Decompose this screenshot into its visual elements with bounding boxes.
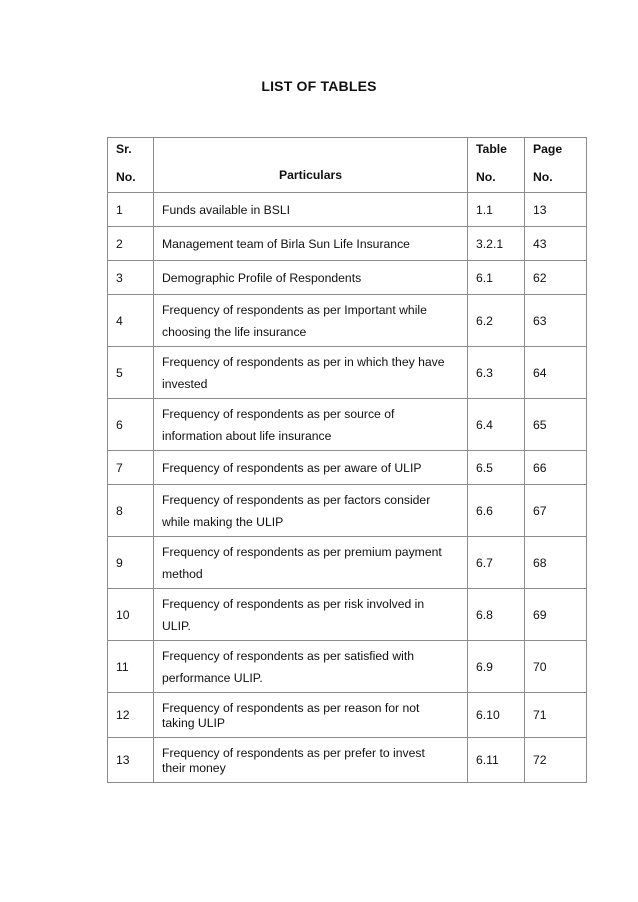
sr-cell: 2 [108, 227, 154, 261]
table-row [108, 537, 587, 589]
particulars-cell: Demographic Profile of Respondents [154, 261, 468, 295]
page-no-cell: 69 [525, 589, 587, 641]
table-row [108, 485, 587, 537]
table-no-cell: 6.10 [468, 693, 525, 738]
particulars-line2: performance ULIP. [162, 670, 263, 685]
sr-cell: 7 [108, 451, 154, 485]
particulars-cell [154, 641, 468, 693]
table-no-cell: 1.1 [468, 193, 525, 227]
sr-cell: 13 [108, 738, 154, 783]
particulars-cell: Funds available in BSLI [154, 193, 468, 227]
particulars-cell [154, 537, 468, 589]
sr-header-line1: Sr. [116, 142, 132, 156]
particulars-line1: Frequency of respondents as per risk involved in [162, 596, 425, 611]
particulars-line1: Frequency of respondents as per reason for not [162, 700, 420, 715]
sr-cell: 9 [108, 537, 154, 589]
page-no-header [525, 138, 587, 193]
particulars-cell: Management team of Birla Sun Life Insurance [154, 227, 468, 261]
particulars-text [162, 745, 467, 776]
table-row [108, 738, 587, 783]
particulars-line2: information about life insurance [162, 428, 332, 443]
particulars-cell [154, 589, 468, 641]
table-no-cell: 6.4 [468, 399, 525, 451]
table-row [108, 261, 587, 295]
particulars-cell [154, 693, 468, 738]
sr-header-line2: No. [116, 170, 136, 184]
sr-cell: 11 [108, 641, 154, 693]
page-no-cell: 65 [525, 399, 587, 451]
page-no-cell: 13 [525, 193, 587, 227]
table-no-cell: 3.2.1 [468, 227, 525, 261]
particulars-line1: Frequency of respondents as per in which they have [162, 354, 445, 369]
particulars-text [162, 700, 467, 731]
table-no-cell: 6.3 [468, 347, 525, 399]
particulars-line2: method [162, 566, 203, 581]
particulars-line1: Frequency of respondents as per satisfied with [162, 648, 415, 663]
table-row [108, 451, 587, 485]
sr-no-header [108, 138, 154, 193]
page-no-cell: 43 [525, 227, 587, 261]
particulars-cell [154, 738, 468, 783]
particulars-cell [154, 295, 468, 347]
table-no-cell: 6.9 [468, 641, 525, 693]
table-row [108, 295, 587, 347]
list-of-tables [107, 137, 587, 783]
particulars-cell [154, 347, 468, 399]
page-header-line2: No. [533, 170, 553, 184]
page-no-cell: 67 [525, 485, 587, 537]
page-no-cell: 64 [525, 347, 587, 399]
sr-cell: 10 [108, 589, 154, 641]
particulars-header: Particulars [154, 138, 468, 193]
page-header-line1: Page [533, 142, 563, 156]
particulars-line2: choosing the life insurance [162, 324, 307, 339]
table-row [108, 193, 587, 227]
particulars-line2: their money [162, 760, 226, 775]
header-row [108, 138, 587, 193]
table-no-cell: 6.7 [468, 537, 525, 589]
particulars-line1: Frequency of respondents as per Important while [162, 302, 427, 317]
page-no-cell: 62 [525, 261, 587, 295]
sr-cell: 6 [108, 399, 154, 451]
sr-cell: 8 [108, 485, 154, 537]
table-row [108, 693, 587, 738]
particulars-line2: taking ULIP [162, 715, 226, 730]
table-no-cell: 6.2 [468, 295, 525, 347]
sr-cell: 3 [108, 261, 154, 295]
table-row [108, 347, 587, 399]
particulars-line1: Frequency of respondents as per factors consider [162, 492, 431, 507]
sr-cell: 4 [108, 295, 154, 347]
table-no-header [468, 138, 525, 193]
table-row [108, 641, 587, 693]
particulars-line2: ULIP. [162, 618, 191, 633]
table-row [108, 227, 587, 261]
sr-cell: 1 [108, 193, 154, 227]
particulars-line2: while making the ULIP [162, 514, 284, 529]
particulars-cell [154, 399, 468, 451]
particulars-line1: Frequency of respondents as per prefer to invest [162, 745, 425, 760]
particulars-cell [154, 485, 468, 537]
table-no-cell: 6.6 [468, 485, 525, 537]
page-title: LIST OF TABLES [261, 78, 377, 94]
sr-cell: 5 [108, 347, 154, 399]
table-no-cell: 6.1 [468, 261, 525, 295]
page-no-cell: 70 [525, 641, 587, 693]
page-no-cell: 68 [525, 537, 587, 589]
table-row [108, 589, 587, 641]
particulars-line1: Frequency of respondents as per premium payment [162, 544, 442, 559]
page-no-cell: 72 [525, 738, 587, 783]
table-no-cell: 6.11 [468, 738, 525, 783]
page-no-cell: 63 [525, 295, 587, 347]
particulars-line1: Frequency of respondents as per source of [162, 406, 395, 421]
particulars-line2: invested [162, 376, 208, 391]
table-header-line2: No. [476, 170, 496, 184]
page-no-cell: 71 [525, 693, 587, 738]
table-row [108, 399, 587, 451]
table-no-cell: 6.8 [468, 589, 525, 641]
table-no-cell: 6.5 [468, 451, 525, 485]
particulars-cell: Frequency of respondents as per aware of ULIP [154, 451, 468, 485]
sr-cell: 12 [108, 693, 154, 738]
page-no-cell: 66 [525, 451, 587, 485]
table-header-line1: Table [476, 142, 507, 156]
